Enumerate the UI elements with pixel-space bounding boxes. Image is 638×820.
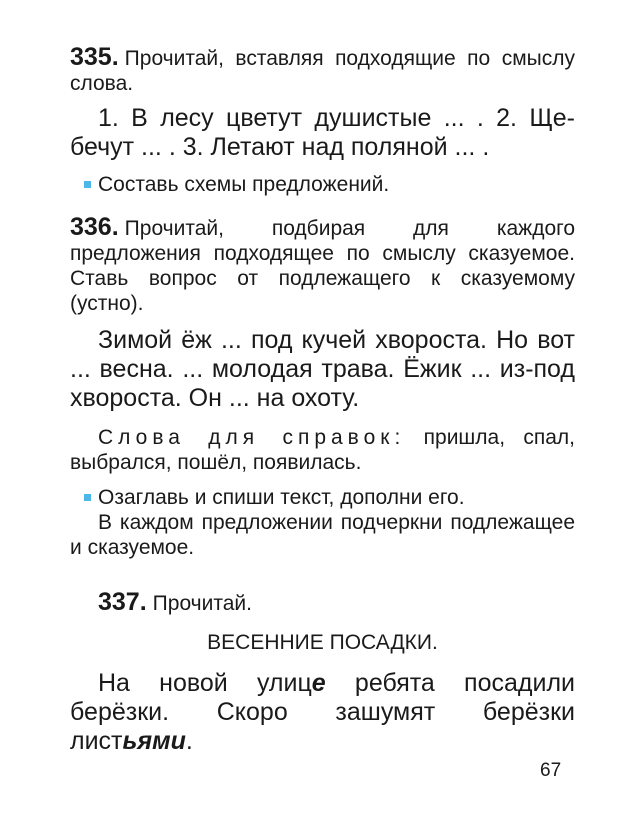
reference-label: Слова для справок:: [98, 426, 406, 449]
page-number: 67: [540, 760, 562, 781]
text-part: На новой улиц: [98, 669, 312, 697]
bullet-text: Составь схемы предложений.: [98, 173, 390, 196]
exercise-number: 337.: [98, 588, 147, 616]
highlighted-ending: ьями: [122, 727, 186, 755]
bullet-square-icon: [84, 494, 91, 501]
reference-words: [70, 425, 575, 475]
task-text: Прочитай, подбирая для каждого предложения подходящее по смыслу сказуемое. Ставь вопрос от подлежащего к сказуемому (устно).: [70, 217, 575, 315]
highlighted-ending: е: [311, 669, 326, 697]
bullet-square-icon: [84, 181, 91, 188]
text-part: ребята посадили берёзки. Скоро зашумят берёзки лист: [70, 669, 575, 755]
text-part: .: [185, 727, 193, 755]
exercise-335-bullet: [70, 172, 575, 197]
exercise-number: 336.: [70, 213, 119, 241]
exercise-336: [70, 215, 575, 560]
exercise-number: 335.: [70, 43, 119, 71]
reference-list: пришла, спал, выбрался, пошёл, появилась.: [70, 426, 575, 474]
task-text: Прочитай.: [152, 592, 252, 615]
exercise-337-task: [70, 590, 575, 616]
exercise-336-bullet: [70, 485, 575, 510]
exercise-336-text: Зимой ёж ... под кучей хвороста. Но вот ... весна. ... молодая трава. Ёжик ... из-под хвороста. Он ... на охоту.: [70, 326, 575, 412]
exercise-336-task: [70, 215, 575, 316]
exercise-336-bullet-cont: В каждом предложении подчеркни подлежащее и сказуемое.: [70, 511, 575, 559]
exercise-335-task: [70, 45, 575, 96]
exercise-337-text: [70, 669, 575, 756]
text-title: ВЕСЕННИЕ ПОСАДКИ.: [207, 631, 438, 654]
exercise-335-text: 1. В лесу цветут душистые ... . 2. Щебечут ... . 3. Летают над поляной ... .: [70, 104, 575, 161]
task-text: Прочитай, вставляя подходящие по смыслу слова.: [70, 47, 575, 95]
exercise-335: [70, 45, 575, 197]
bullet-text: Озаглавь и спиши текст, дополни его.: [98, 486, 465, 509]
exercise-337: [70, 590, 575, 756]
